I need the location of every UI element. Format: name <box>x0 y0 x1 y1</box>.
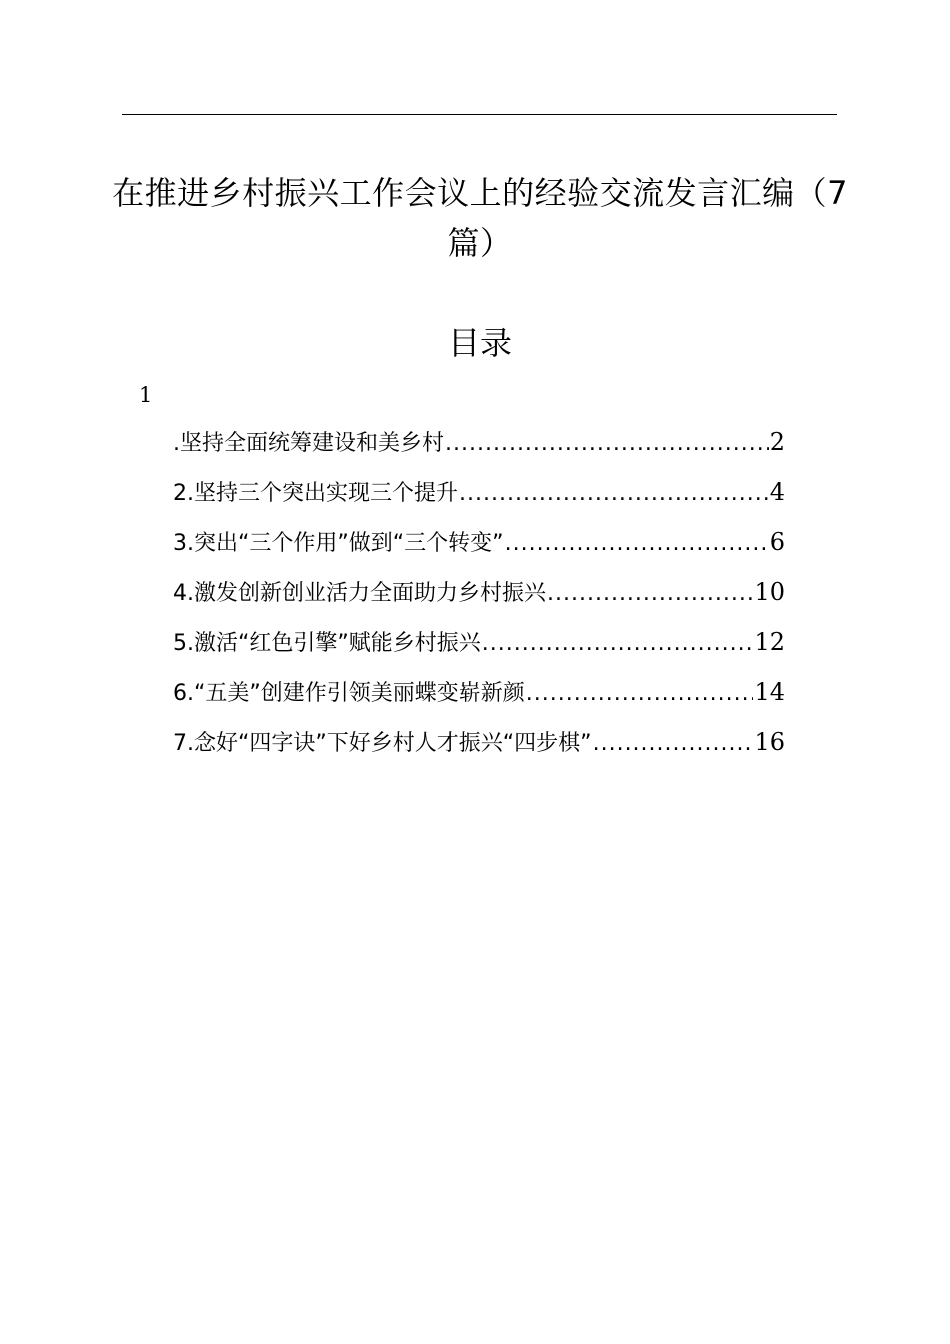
toc-entry-text: 4.激发创新创业活力全面助力乡村振兴 <box>173 581 546 606</box>
toc-dot-leader <box>505 524 769 564</box>
toc-entry-3[interactable] <box>173 522 785 572</box>
toc-entry-7[interactable] <box>173 722 785 772</box>
toc-dot-leader <box>445 424 769 464</box>
toc-heading: 目录 <box>447 324 512 362</box>
toc-entry-4[interactable] <box>173 572 785 622</box>
toc-page-number: 10 <box>754 578 785 606</box>
toc-dot-leader <box>593 724 754 764</box>
toc-page-number: 6 <box>769 528 785 556</box>
toc-dot-leader <box>459 474 769 514</box>
table-of-contents <box>173 422 785 772</box>
document-title: 在推进乡村振兴工作会议上的经验交流发言汇编（7篇） <box>112 174 848 262</box>
toc-entry-text: 3.突出“三个作用”做到“三个转变” <box>173 531 504 556</box>
toc-entry-6[interactable] <box>173 672 785 722</box>
toc-page-number: 12 <box>754 628 785 656</box>
header-rule <box>122 114 837 115</box>
toc-dot-leader <box>547 574 753 614</box>
toc-dot-leader <box>482 624 754 664</box>
toc-entry-text: 5.激活“红色引擎”赋能乡村振兴 <box>173 631 481 656</box>
toc-entry-text: 7.念好“四字诀”下好乡村人才振兴“四步棋” <box>173 731 592 756</box>
toc-entry-1[interactable] <box>173 422 785 472</box>
toc-entry-2[interactable] <box>173 472 785 522</box>
toc-entry-5[interactable] <box>173 622 785 672</box>
toc-entry-text: .坚持全面统筹建设和美乡村 <box>173 431 444 456</box>
toc-dot-leader <box>526 674 754 714</box>
toc-page-number: 14 <box>754 678 785 706</box>
toc-page-number: 2 <box>769 428 785 456</box>
toc-entry-text: 2.坚持三个突出实现三个提升 <box>173 481 458 506</box>
stray-number: 1 <box>139 383 153 407</box>
toc-page-number: 4 <box>769 478 785 506</box>
toc-entry-text: 6.“五美”创建作引领美丽蝶变崭新颜 <box>173 681 525 706</box>
toc-page-number: 16 <box>754 728 785 756</box>
